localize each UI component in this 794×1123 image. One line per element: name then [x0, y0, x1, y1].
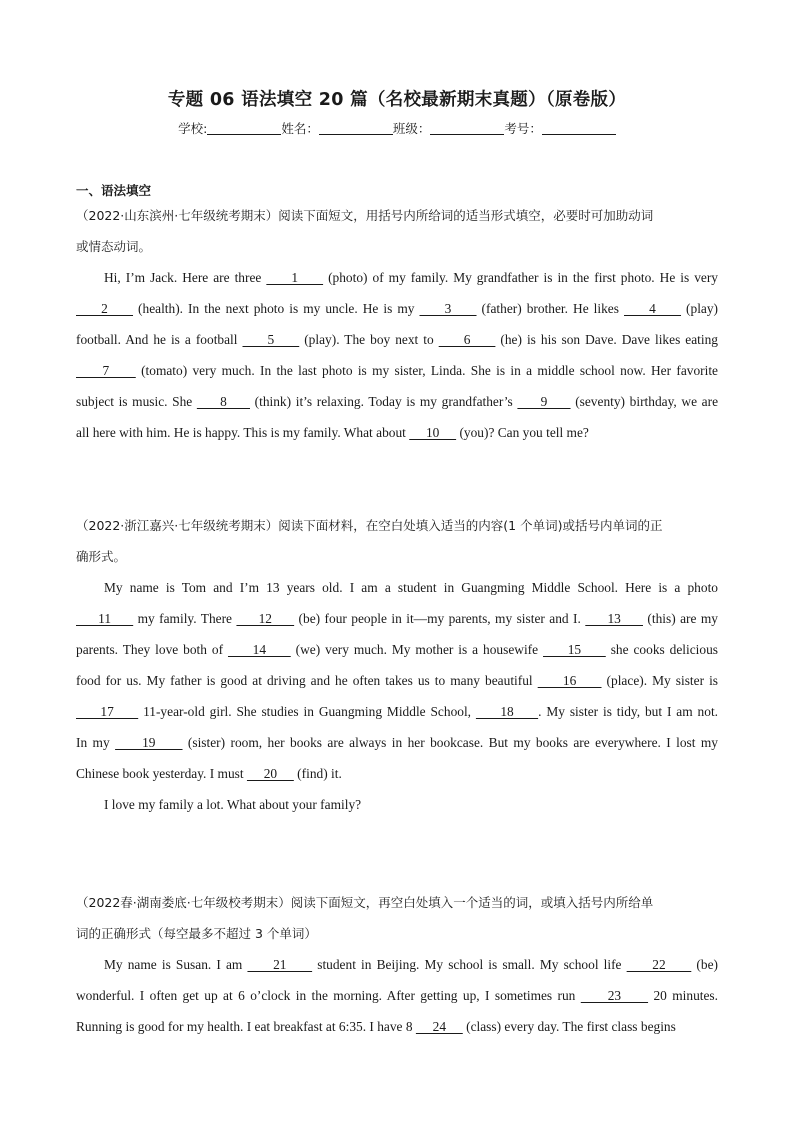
page-title: 专题 06 语法填空 20 篇（名校最新期末真题）（原卷版）: [167, 90, 627, 110]
passage-text: (we) very much. My mother is a housewife: [290, 642, 544, 657]
passage-line: [76, 572, 718, 603]
passage-3: [76, 887, 718, 1042]
answer-blank[interactable]: 10: [409, 425, 457, 440]
answer-blank[interactable]: 18: [475, 704, 539, 719]
student-info-line: [0, 119, 794, 137]
passage-text: (think) it’s relaxing. Today is my grandfather’s: [250, 394, 518, 409]
school-label: 学校:: [178, 121, 208, 136]
answer-blank[interactable]: 5: [242, 332, 300, 347]
passage-text: 20 minutes.: [648, 988, 718, 1003]
passage-text: (seventy) birthday, we are: [570, 394, 719, 409]
passage-text: Hi, I’m Jack. Here are three: [104, 270, 267, 285]
passage-source-line: 或情态动词。: [76, 239, 152, 254]
passage-text: she cooks delicious: [605, 642, 719, 657]
passage-text: (father) brother. He likes: [476, 301, 624, 316]
answer-blank[interactable]: 6: [438, 332, 496, 347]
passage-text: (find) it.: [293, 766, 342, 781]
passage-source-line: 确形式。: [76, 549, 127, 564]
school-blank[interactable]: [207, 122, 281, 135]
answer-blank[interactable]: 3: [419, 301, 477, 316]
answer-blank[interactable]: 19: [115, 735, 183, 750]
answer-blank[interactable]: 4: [624, 301, 682, 316]
answer-blank[interactable]: 13: [585, 611, 643, 626]
passage-text: student in Beijing. My school is small. My school life: [312, 957, 627, 972]
answer-blank[interactable]: 14: [227, 642, 291, 657]
passage-text: (play): [681, 301, 719, 316]
answer-blank[interactable]: 7: [76, 363, 136, 378]
passage-text: My name is Tom and I’m 13 years old. I am a student in Guangming Middle School. Here is a photo: [104, 580, 718, 595]
answer-blank[interactable]: 23: [580, 988, 649, 1003]
passage-line: [76, 727, 718, 758]
answer-blank[interactable]: 8: [196, 394, 250, 409]
answer-blank[interactable]: 17: [76, 704, 139, 719]
passage-line: [76, 355, 718, 386]
passage-text: (you)? Can you tell me?: [456, 425, 589, 440]
passage-text: My name is Susan. I am: [104, 957, 248, 972]
passage-text: . My sister is tidy, but I am not.: [538, 704, 719, 719]
exam-number-label: 考号：: [504, 121, 542, 136]
passage-line: [76, 262, 718, 293]
passage-text: I love my family a lot. What about your family?: [104, 797, 362, 812]
passage-text: (sister) room, her books are always in her bookcase. But my books are everywhere. I lost my: [182, 735, 718, 750]
passage-text: (be): [691, 957, 718, 972]
passage-text: wonderful. I often get up at 6 o’clock in the morning. After getting up, I sometimes run: [76, 988, 581, 1003]
passage-line: [76, 603, 718, 634]
answer-blank[interactable]: 9: [517, 394, 571, 409]
passage-line: [76, 696, 718, 727]
passage-line: [76, 949, 718, 980]
passage-line: [76, 980, 718, 1011]
passage-source-line: 词的正确形式（每空最多不超过 3 个单词）: [76, 926, 317, 941]
answer-blank[interactable]: 12: [236, 611, 295, 626]
name-label: 姓名：: [281, 121, 319, 136]
passage-line: [76, 293, 718, 324]
passage-source-line: （2022春·湖南娄底·七年级校考期末）阅读下面短文，再空白处填入一个适当的词，或填入括号内所给单: [76, 895, 654, 910]
passage-text: (play). The boy next to: [299, 332, 439, 347]
passage-line: [76, 665, 718, 696]
class-blank[interactable]: [430, 122, 504, 135]
answer-blank[interactable]: 2: [76, 301, 134, 316]
class-label: 班级：: [392, 121, 431, 136]
passage-text: football. And he is a football: [76, 332, 243, 347]
passage-text: Chinese book yesterday. I must: [76, 766, 247, 781]
answer-blank[interactable]: 15: [543, 642, 606, 657]
answer-blank[interactable]: 16: [537, 673, 602, 688]
passage-line: [76, 1011, 718, 1042]
passage-text: Running is good for my health. I eat breakfast at 6:35. I have 8: [76, 1019, 416, 1034]
passage-line: [76, 386, 718, 417]
section-heading: 一、语法填空: [76, 183, 152, 198]
answer-blank[interactable]: 22: [626, 957, 692, 972]
passage-1: [76, 200, 718, 448]
passage-text: (this) are my: [642, 611, 718, 626]
passage-text: 11-year-old girl. She studies in Guangming Middle School,: [138, 704, 476, 719]
passage-text: (tomato) very much. In the last photo is my sister, Linda. She is in a middle school now. Her favorite: [135, 363, 718, 378]
passage-source-line: （2022·山东滨州·七年级统考期末）阅读下面短文，用括号内所给词的适当形式填空，必要时可加助动词: [76, 208, 654, 223]
passage-line: [76, 634, 718, 665]
passage-line: [76, 758, 718, 789]
passage-text: (photo) of my family. My grandfather is in the first photo. He is very: [323, 270, 718, 285]
passage-line: [76, 789, 718, 820]
passage-text: my family. There: [133, 611, 237, 626]
passage-source-line: （2022·浙江嘉兴·七年级统考期末）阅读下面材料，在空白处填入适当的内容(1 个单词)或括号内单词的正: [76, 518, 663, 533]
passage-line: [76, 417, 718, 448]
answer-blank[interactable]: 21: [247, 957, 313, 972]
passage-text: (he) is his son Dave. Dave likes eating: [495, 332, 718, 347]
answer-blank[interactable]: 20: [246, 766, 294, 781]
answer-blank[interactable]: 11: [76, 611, 134, 626]
passage-text: In my: [76, 735, 116, 750]
passage-text: (be) four people in it—my parents, my sister and I.: [294, 611, 586, 626]
passage-text: (class) every day. The first class begins: [462, 1019, 676, 1034]
passage-text: parents. They love both of: [76, 642, 228, 657]
passage-line: [76, 324, 718, 355]
passage-2: [76, 510, 718, 820]
passage-text: (place). My sister is: [601, 673, 718, 688]
answer-blank[interactable]: 24: [415, 1019, 463, 1034]
passage-text: all here with him. He is happy. This is my family. What about: [76, 425, 410, 440]
answer-blank[interactable]: 1: [266, 270, 324, 285]
passage-text: subject is music. She: [76, 394, 197, 409]
exam-number-blank[interactable]: [542, 122, 616, 135]
passage-text: food for us. My father is good at driving and he often takes us to many beautiful: [76, 673, 538, 688]
passage-text: (health). In the next photo is my uncle. He is my: [133, 301, 420, 316]
name-blank[interactable]: [319, 122, 393, 135]
